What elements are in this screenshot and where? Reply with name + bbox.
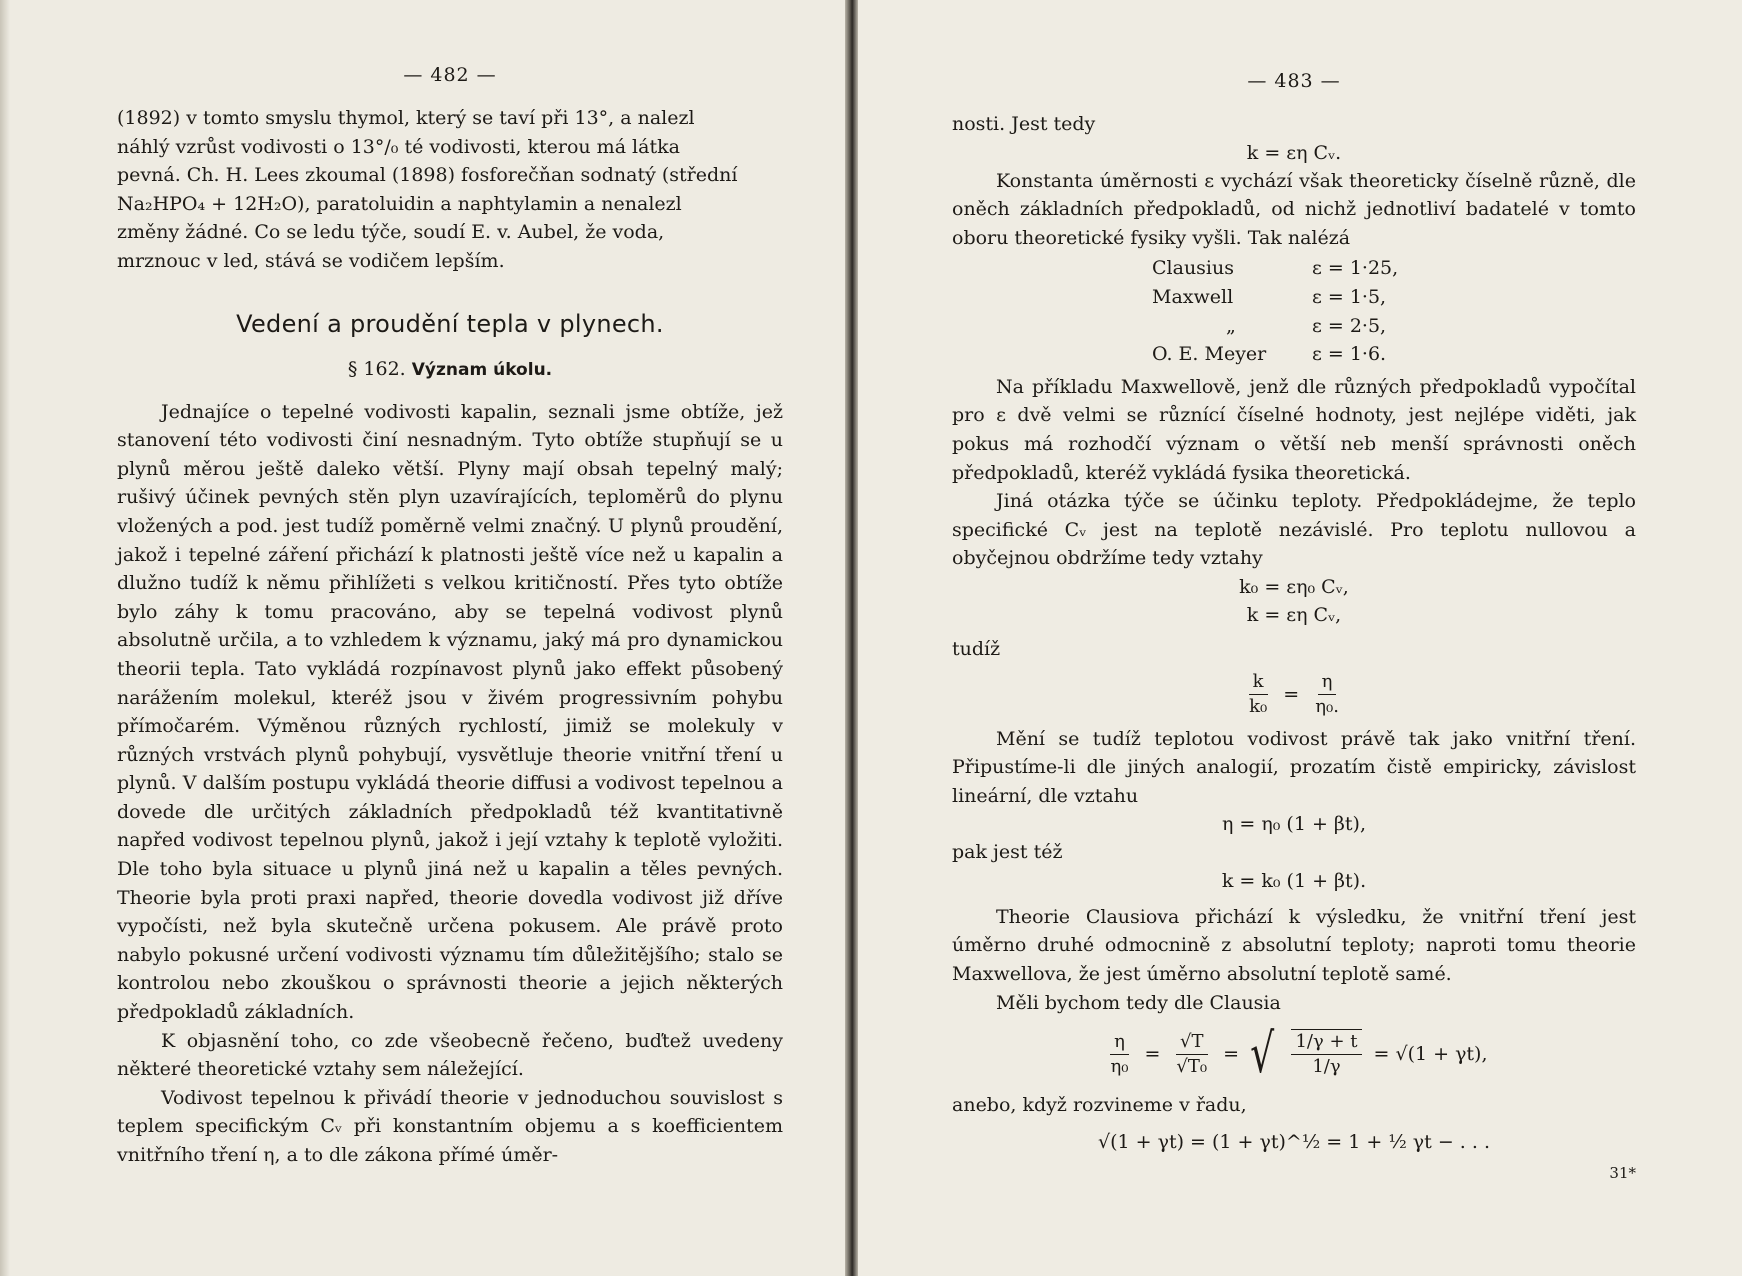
- numerator: 1/γ + t: [1291, 1030, 1361, 1055]
- fraction: [1245, 670, 1271, 719]
- ratio-equation: $\frac{k}{\text{k₀}}$ = $\frac{\eta}{\text{η₀.}}$: [952, 670, 1636, 719]
- fraction: [1311, 670, 1343, 719]
- value-row: [1152, 340, 1636, 369]
- text-line: pevná. Ch. H. Lees zkoumal (1898) fosforečňan sodnatý (střední: [117, 164, 738, 187]
- chapter-heading: Vedení a proudění tepla v plynech.: [236, 309, 664, 338]
- constant-value: ε = 1·5,: [1312, 285, 1387, 308]
- author-name: „: [1226, 314, 1236, 337]
- left-page: [0, 0, 845, 1276]
- sqrt-icon: √: [1250, 1022, 1275, 1086]
- text-line: tudíž: [952, 637, 1001, 660]
- constant-value: ε = 2·5,: [1312, 314, 1387, 337]
- numerator: η: [1110, 1030, 1129, 1055]
- text-line: změny žádné. Co se ledu týče, soudí E. v. Aubel, že voda,: [117, 221, 665, 244]
- paragraph: Jednajíce o tepelné vodivosti kapalin, seznali jsme obtíže, jež stanovení této vodivosti činí nesnadným. Tyto obtíže stupňují se u plynů měrou ještě daleko větší. Plyny mají obsah tepelný malý; rušivý účinek pevných stěn plyn uzavírajících, teploměrů do plynu vložených a pod. jest tudíž poměrně velmi značný. U plynů proudění, jakož i tepelné záření přichází k platnosti ještě více než u kapalin a dlužno tudíž k němu přihlížeti s velkou kritičností. Přes tyto obtíže bylo záhy k tomu pracováno, aby se tepelná vodivost plynů absolutně určila, a to vzhledem k významu, jaký má pro dynamickou theorii tepla. Tato vykládá rozpínavost plynů jako effekt působený narážením molekul, kteréž jsou v živém progressivním pohybu přímočarém. Výměnou různých rychlostí, jimiž se molekuly v různých vrstvách plynů pohybují, vysvětluje theorie vnitřní tření u plynů. V dalším postupu vykládá theorie diffusi a vodivost tepelnou a dovede dle určitých základních předpokladů též kvantitativně napřed vodivost tepelnou plynů, jakož i její vztahy k teplotě vyložiti. Dle toho byla situace u plynů jiná než u kapalin a těles pevných. Theorie byla proti praxi napřed, theorie dovedla vodivost již dříve vypočísti, než byla skutečně určena pokusem. Ale právě proto nabylo pokusné určení vodivosti významu tím důležitějšího; stalo se kontrolou nebo zkouškou o správnosti theorie a jejich některých předpokladů základních.: [117, 400, 783, 1024]
- denominator: √T₀: [1176, 1055, 1208, 1077]
- constant-value: ε = 1·25,: [1312, 257, 1399, 280]
- author-name: Maxwell: [1152, 285, 1234, 308]
- paragraph: Měli bychom tedy dle Clausia: [996, 991, 1281, 1014]
- section-number: § 162.: [347, 357, 406, 380]
- text-line: mrznouc v led, stává se vodičem lepším.: [117, 249, 505, 272]
- equation: √(1 + γt) = (1 + γt)^½ = 1 + ½ γt − . . .: [1098, 1130, 1490, 1153]
- clausius-equation: $\frac{\eta}{\text{η₀}}$ = $\frac{√T}{\text{√T₀}}$ = √ $\frac{1/\gamma + t}{1/\gamma}$ = √(1 + γt),: [952, 1027, 1636, 1081]
- paragraph: K objasnění toho, co zde všeobecně řečeno, buďtež uvedeny některé theoretické vztahy sem náležející.: [117, 1029, 783, 1081]
- denominator: 1/γ: [1312, 1056, 1341, 1078]
- paragraph: Na příkladu Maxwellově, jenž dle různých předpokladů vypočítal pro ε dvě velmi se různící číselné hodnoty, jest nejlépe viděti, jak pokus má rozhodčí význam o větší neb menší správnosti oněch předpokladů, kteréž vykládá fysika theoretická.: [952, 375, 1636, 484]
- fraction: [1291, 1029, 1361, 1079]
- paragraph: Konstanta úměrnosti ε vychází však theoreticky číselně různě, dle oněch základních předpokladů, od nichž jednotliví badatelé v tomto oboru theoretické fysiky vyšli. Tak nalézá: [952, 169, 1636, 249]
- text-line: náhlý vzrůst vodivosti o 13°/₀ té vodivosti, kterou má látka: [117, 135, 680, 158]
- denominator: k₀: [1249, 695, 1268, 717]
- fraction: [1172, 1030, 1211, 1079]
- intro-text: [117, 104, 783, 276]
- page-number: — 483 —: [1247, 70, 1341, 92]
- numerator: k: [1249, 670, 1268, 695]
- value-row: [1152, 283, 1636, 312]
- book-gutter: [845, 0, 858, 1276]
- paragraph: Theorie Clausiova přichází k výsledku, že vnitřní tření jest úměrno druhé odmocnině z absolutní teploty; naproti tomu theorie Maxwellova, že jest úměrno absolutní teplotě samé.: [952, 905, 1636, 986]
- text-line: pak jest též: [952, 841, 1063, 864]
- denominator: η₀.: [1315, 695, 1339, 717]
- text-line: (1892) v tomto smyslu thymol, který se taví při 13°, a nalezl: [117, 107, 695, 129]
- text-line: nosti. Jest tedy: [952, 113, 1096, 135]
- section-name: Význam úkolu.: [411, 359, 553, 380]
- section-title: [117, 358, 783, 380]
- value-row: [1152, 312, 1636, 341]
- paragraph: Vodivost tepelnou k přivádí theorie v jednoduchou souvislost s teplem specifickým Cᵥ při konstantním objemu a s koefficientem vnitřního tření η, a to dle zákona přímé úměr-: [117, 1086, 783, 1166]
- equation: k = εη Cᵥ,: [1246, 603, 1342, 626]
- value-row: [1152, 254, 1636, 283]
- right-page: [858, 0, 1742, 1276]
- equation: k = εη Cᵥ.: [1246, 141, 1342, 164]
- equation-result: = √(1 + γt),: [1373, 1043, 1488, 1066]
- constant-value: ε = 1·6.: [1312, 343, 1387, 366]
- equation: k₀ = εη₀ Cᵥ,: [1239, 575, 1349, 598]
- numerator: √T: [1176, 1030, 1207, 1055]
- fraction: [1106, 1030, 1132, 1079]
- denominator: η₀: [1110, 1055, 1129, 1077]
- paragraph: Jiná otázka týče se účinku teploty. Předpokládejme, že teplo specifické Cᵥ jest na teplotě nezávislé. Pro teplotu nullovou a obyčejnou obdržíme tedy vztahy: [952, 490, 1636, 570]
- paragraph: Mění se tudíž teplotou vodivost právě tak jako vnitřní tření. Připustíme-li dle jiných analogií, prozatím čistě empiricky, závislost lineární, dle vztahu: [952, 727, 1636, 807]
- equation: η = η₀ (1 + βt),: [1222, 813, 1366, 836]
- text-line: anebo, když rozvineme v řadu,: [952, 1094, 1247, 1117]
- signature-mark: 31*: [1609, 1163, 1636, 1182]
- constant-values-list: [1152, 254, 1636, 368]
- text-line: Na₂HPO₄ + 12H₂O), paratoluidin a naphtylamin a nenalezl: [117, 192, 682, 215]
- numerator: η: [1318, 670, 1337, 695]
- equation: k = k₀ (1 + βt).: [1221, 869, 1367, 892]
- page-number: — 482 —: [403, 64, 497, 86]
- page-edge: [0, 0, 10, 1276]
- author-name: Clausius: [1152, 257, 1234, 280]
- author-name: O. E. Meyer: [1152, 343, 1267, 366]
